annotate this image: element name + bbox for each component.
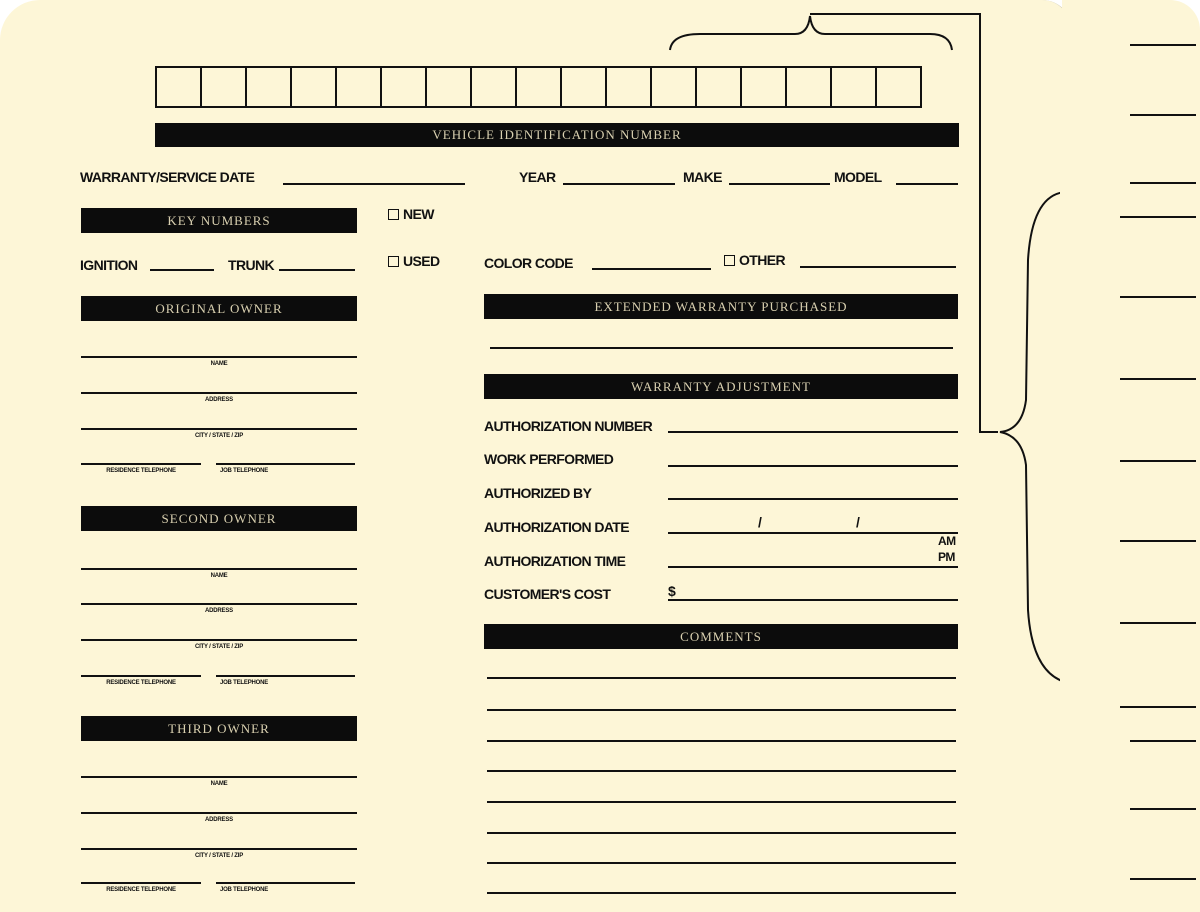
comment-line[interactable] [487,709,956,711]
city-state-zip-field[interactable] [81,639,357,641]
residence-telephone-field[interactable] [81,882,201,884]
new-checkbox[interactable] [388,206,434,222]
make-field[interactable] [729,183,830,185]
name-field[interactable] [81,356,357,358]
checkbox-icon [388,256,399,267]
vin-box[interactable] [560,66,607,108]
residence-telephone-caption: RESIDENCE TELEPHONE [106,680,176,686]
name-caption: NAME [210,573,228,579]
authorization-date-label: AUTHORIZATION DATE [484,519,629,535]
warranty-adjustment-header [484,374,958,399]
model-field[interactable] [896,183,958,185]
city-state-zip-field[interactable] [81,848,357,850]
warranty-service-date-field[interactable] [283,183,465,185]
work-performed-field[interactable] [668,465,958,467]
pm-label[interactable]: PM [938,550,955,564]
city-state-zip-field[interactable] [81,428,357,430]
vin-box[interactable] [200,66,247,108]
warranty-service-date-label: WARRANTY/SERVICE DATE [80,169,255,185]
model-label: MODEL [834,169,882,185]
key-numbers-header [81,208,357,233]
job-telephone-field[interactable] [216,882,355,884]
comment-line[interactable] [487,740,956,742]
job-telephone-caption: JOB TELEPHONE [219,887,269,893]
comments-header [484,624,958,649]
authorization-number-label: AUTHORIZATION NUMBER [484,418,653,434]
used-checkbox[interactable] [388,253,440,269]
new-label: NEW [403,206,434,222]
date-separator: / [758,514,762,530]
year-field[interactable] [563,183,675,185]
residence-telephone-field[interactable] [81,463,201,465]
work-performed-label: WORK PERFORMED [484,451,614,467]
city-state-zip-caption: CITY / STATE / ZIP [194,433,244,439]
used-label: USED [403,253,440,269]
trunk-label: TRUNK [228,257,274,273]
address-caption: ADDRESS [205,397,233,403]
name-field[interactable] [81,776,357,778]
comment-line[interactable] [487,801,956,803]
residence-telephone-caption: RESIDENCE TELEPHONE [106,887,176,893]
vin-box[interactable] [245,66,292,108]
owner-header [81,506,357,531]
city-state-zip-caption: CITY / STATE / ZIP [194,644,244,650]
vin-bracket-connector [660,0,1060,700]
vin-box[interactable] [335,66,382,108]
currency-symbol: $ [668,583,676,599]
color-code-field[interactable] [592,268,711,270]
comment-line[interactable] [487,892,956,894]
vin-header-bar [155,123,959,147]
customers-cost-label: CUSTOMER'S COST [484,586,611,602]
other-label: OTHER [739,252,786,268]
name-caption: NAME [210,781,228,787]
year-label: YEAR [519,169,556,185]
owner-header [81,296,357,321]
ignition-field[interactable] [150,269,214,271]
vin-box[interactable] [380,66,427,108]
extended-warranty-field[interactable] [490,347,953,349]
residence-telephone-field[interactable] [81,675,201,677]
authorization-time-field[interactable] [668,566,958,568]
owner-header-label: SECOND OWNER [161,510,277,526]
city-state-zip-caption: CITY / STATE / ZIP [194,853,244,859]
vin-box[interactable] [290,66,337,108]
job-telephone-caption: JOB TELEPHONE [219,468,269,474]
comment-line[interactable] [487,832,956,834]
checkbox-icon [388,209,399,220]
comment-line[interactable] [487,862,956,864]
residence-telephone-caption: RESIDENCE TELEPHONE [106,468,176,474]
address-field[interactable] [81,392,357,394]
extended-warranty-label: EXTENDED WARRANTY PURCHASED [594,298,848,314]
comment-line[interactable] [487,677,956,679]
make-label: MAKE [683,169,722,185]
job-telephone-field[interactable] [216,675,355,677]
job-telephone-caption: JOB TELEPHONE [219,680,269,686]
name-field[interactable] [81,568,357,570]
comment-line[interactable] [487,770,956,772]
vin-label: VEHICLE IDENTIFICATION NUMBER [432,127,682,142]
job-telephone-field[interactable] [216,463,355,465]
vin-box[interactable] [605,66,652,108]
authorization-number-field[interactable] [668,431,958,433]
checkbox-icon [724,255,735,266]
authorized-by-label: AUTHORIZED BY [484,485,592,501]
authorization-time-label: AUTHORIZATION TIME [484,553,626,569]
address-caption: ADDRESS [205,817,233,823]
owner-header-label: THIRD OWNER [168,720,270,736]
authorized-by-field[interactable] [668,498,958,500]
vin-box[interactable] [425,66,472,108]
customers-cost-field[interactable] [668,599,958,601]
warranty-adjustment-label: WARRANTY ADJUSTMENT [631,378,811,394]
address-field[interactable] [81,603,357,605]
owner-header [81,716,357,741]
date-separator: / [856,514,860,530]
other-checkbox[interactable] [724,252,785,268]
key-numbers-label: KEY NUMBERS [167,212,271,228]
folder-tab-flap [1062,0,1200,912]
color-code-label: COLOR CODE [484,255,573,271]
trunk-field[interactable] [279,269,355,271]
owner-header-label: ORIGINAL OWNER [155,300,283,316]
comments-label: COMMENTS [680,628,762,644]
name-caption: NAME [210,361,228,367]
authorization-date-field[interactable] [668,532,958,534]
address-caption: ADDRESS [205,608,233,614]
am-label[interactable]: AM [938,534,956,548]
other-field[interactable] [800,266,956,268]
vin-box[interactable] [155,66,202,108]
vin-box[interactable] [515,66,562,108]
extended-warranty-header [484,294,958,319]
ignition-label: IGNITION [80,257,138,273]
vin-box[interactable] [470,66,517,108]
address-field[interactable] [81,812,357,814]
